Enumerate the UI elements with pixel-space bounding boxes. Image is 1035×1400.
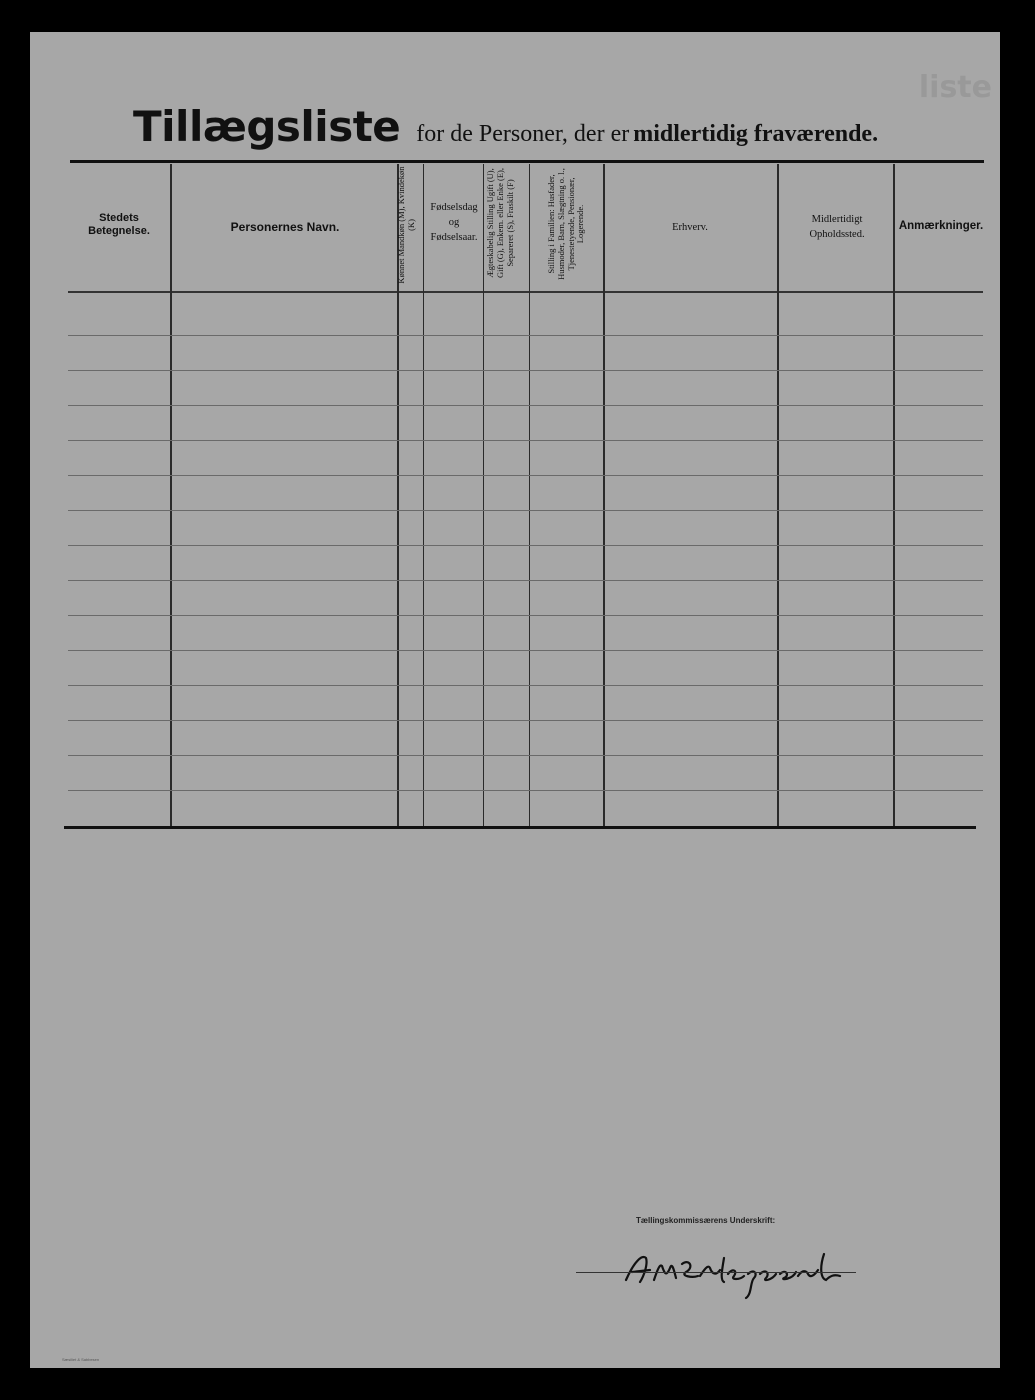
header-names: Personernes Navn.: [230, 220, 340, 234]
printer-imprint: Sæsiliet & Sabbesen: [62, 1357, 100, 1362]
row-line: [68, 790, 983, 791]
row-line: [68, 335, 983, 336]
header-family: Stilling i Familien: Husfader, Husmoder, Barn, Slægtning o. l., Tjenestetyende, Pensionær, Logerende.: [546, 168, 586, 280]
row-line: [68, 720, 983, 721]
signature-line: [576, 1272, 856, 1273]
bleed-through-mark: liste: [918, 70, 992, 105]
header-occupation: Erhverv.: [672, 222, 708, 233]
row-line: [68, 615, 983, 616]
header-birth: Fødselsdag og Fødselsaar.: [430, 202, 478, 244]
header-sex: Kønnet Mandkøn (M), Kvindekøn (K): [396, 166, 416, 284]
form-title: [133, 102, 878, 151]
header-place: Stedets Betegnelse.: [88, 212, 150, 238]
header-marital: Ægteskabelig Stilling Ugift (U), Gift (G), Enkem. eller Enke (E), Separeret (S), Fraskilt (F): [485, 168, 515, 278]
row-line: [68, 755, 983, 756]
row-line: [68, 475, 983, 476]
row-line: [68, 685, 983, 686]
col-divider: [529, 164, 530, 826]
row-line: [68, 405, 983, 406]
row-line: [68, 510, 983, 511]
row-line: [68, 545, 983, 546]
col-divider: [777, 164, 779, 826]
col-divider: [893, 164, 895, 826]
row-line: [68, 440, 983, 441]
table-bottom-rule: [64, 826, 976, 829]
census-form-sheet: [30, 32, 1000, 1368]
title-for: for de Personer, der er: [416, 121, 630, 147]
col-divider: [603, 164, 605, 826]
row-line: [68, 650, 983, 651]
col-divider: [423, 164, 424, 826]
row-line: [68, 580, 983, 581]
header-residence: Midlertidigt Opholdssted.: [809, 214, 865, 241]
title-main: Tillægsliste: [133, 102, 401, 151]
header-remarks: Anmærkninger.: [898, 220, 984, 232]
header-bottom-rule: [68, 291, 983, 293]
row-line: [68, 370, 983, 371]
col-divider: [170, 164, 172, 826]
signature-label: Tællingskommissærens Underskrift:: [636, 1216, 776, 1225]
title-bold: midlertidig fraværende.: [633, 121, 879, 147]
col-divider: [483, 164, 484, 826]
